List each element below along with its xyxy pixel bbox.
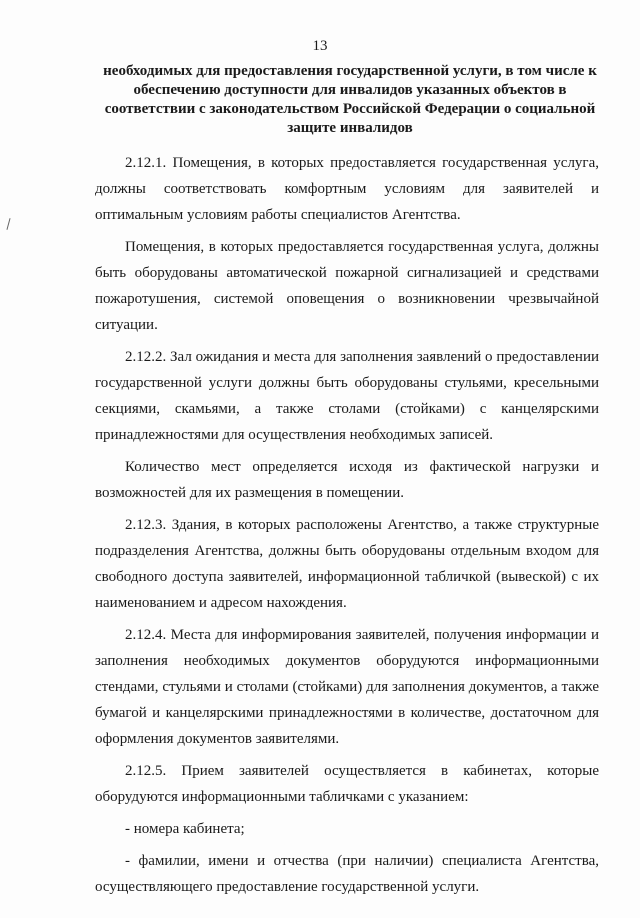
list-item-specialist-name: - фамилии, имени и отчества (при наличии) специалиста Агентства, осуществляющего предоставление государственной услуги. bbox=[95, 853, 599, 895]
page-number: 13 bbox=[312, 38, 328, 54]
paragraph-2-12-4: 2.12.4. Места для информирования заявителей, получения информации и заполнения необходимых документов оборудуются информационными стендами, стульями и столами (стойками) для заполнения документов, а также бумагой и канцелярскими принадлежностями в количестве, достаточном для оформления документов заявителями. bbox=[95, 627, 599, 747]
paragraph-2-12-1: 2.12.1. Помещения, в которых предоставляется государственная услуга, должны соответствовать комфортным условиям для заявителей и оптимальным условиям работы специалистов Агентства. bbox=[95, 155, 599, 223]
paragraph-2-12-3: 2.12.3. Здания, в которых расположены Агентство, а также структурные подразделения Агентства, должны быть оборудованы отдельным входом для свободного доступа заявителей, информационной табличкой (вывеской) с их наименованием и адресом нахождения. bbox=[95, 517, 599, 611]
paragraph-seat-count: Количество мест определяется исходя из фактической нагрузки и возможностей для их размещения в помещении. bbox=[95, 459, 599, 501]
paragraph-fire-safety: Помещения, в которых предоставляется государственная услуга, должны быть оборудованы автоматической пожарной сигнализацией и средствами пожаротушения, системой оповещения о возникновении чрезвычайной ситуации. bbox=[95, 239, 599, 333]
paragraph-2-12-5: 2.12.5. Прием заявителей осуществляется в кабинетах, которые оборудуются информационными табличками с указанием: bbox=[95, 763, 599, 805]
body-text bbox=[95, 150, 599, 906]
paragraph-2-12-2: 2.12.2. Зал ожидания и места для заполнения заявлений о предоставлении государственной услуги должны быть оборудованы стульями, кресельными секциями, скамьями, а также столами (стойками) с канцелярскими принадлежностями для осуществления необходимых записей. bbox=[95, 349, 599, 443]
section-heading: необходимых для предоставления государственной услуги, в том числе к обеспечению доступности для инвалидов указанных объектов в соответствии с законодательством Российской Федерации о социальной защите инвалидов bbox=[103, 63, 597, 136]
scan-artifact bbox=[6, 218, 10, 230]
list-item-room-number: - номера кабинета; bbox=[125, 821, 245, 837]
